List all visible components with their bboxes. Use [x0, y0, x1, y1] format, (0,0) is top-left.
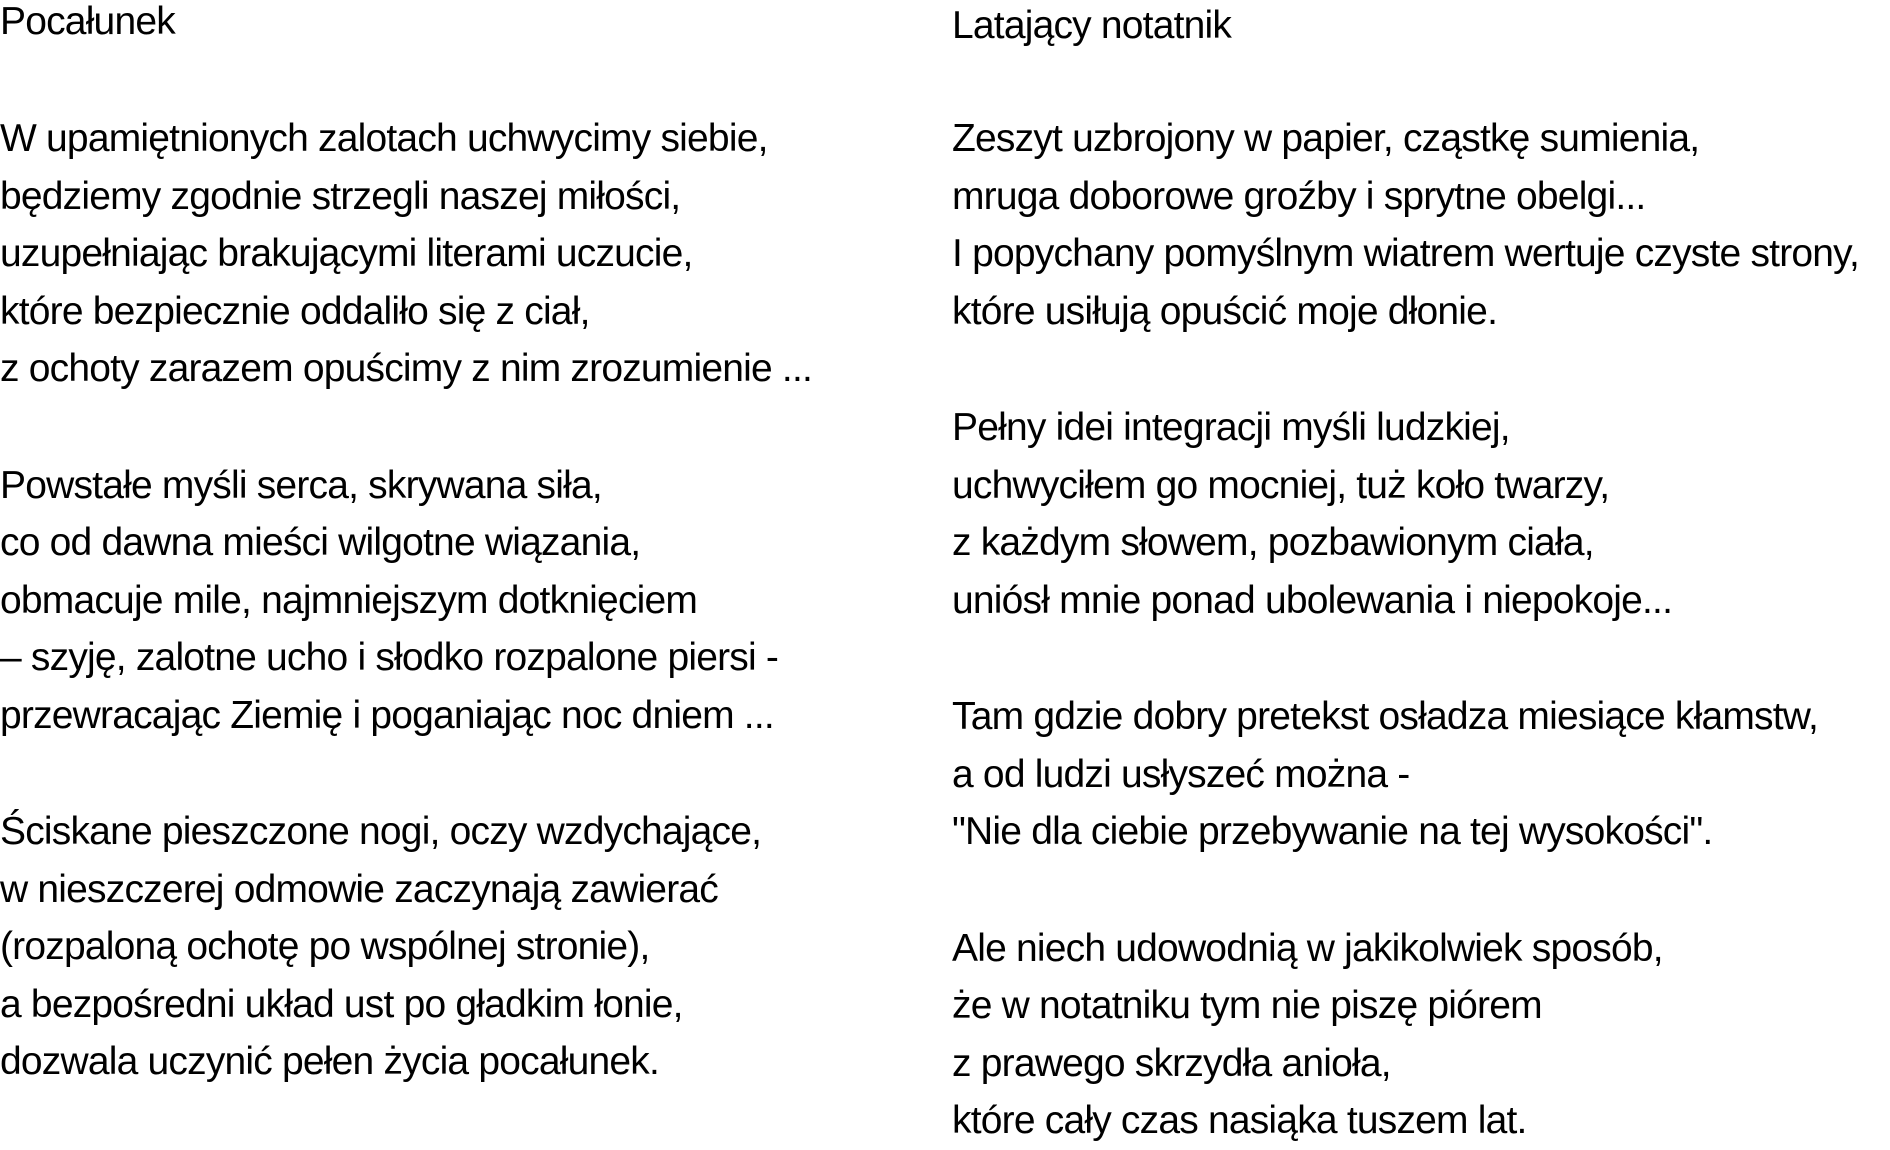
poem-title: Latający notatnik — [952, 4, 1232, 47]
poem-line: w nieszczerej odmowie zaczynają zawierać — [0, 867, 718, 911]
poem-line: co od dawna mieści wilgotne wiązania, — [0, 521, 641, 564]
poem-line: a bezpośredni układ ust po gładkim łonie, — [0, 982, 683, 1026]
stanza — [0, 457, 930, 745]
poem-line: mruga doborowe groźby i sprytne obelgi... — [952, 174, 1646, 218]
poem-line: "Nie dla ciebie przebywanie na tej wysokości". — [952, 810, 1713, 853]
stanza — [952, 110, 1890, 340]
poem-pocalunek — [0, 0, 930, 1091]
poem-line: Pełny idei integracji myśli ludzkiej, — [952, 406, 1510, 449]
poem-line: że w notatniku tym nie piszę piórem — [952, 984, 1542, 1027]
stanza — [0, 110, 930, 398]
poem-line: obmacuje mile, najmniejszym dotknięciem — [0, 578, 698, 622]
poem-line: uzupełniając brakującymi literami uczucie, — [0, 232, 693, 275]
poem-line: W upamiętnionych zalotach uchwycimy siebie, — [0, 117, 768, 160]
poem-line: które usiłują opuścić moje dłonie. — [952, 289, 1498, 333]
poem-line: dozwala uczynić pełen życia pocałunek. — [0, 1040, 659, 1083]
poem-line: uchwyciłem go mocniej, tuż koło twarzy, — [952, 463, 1610, 507]
poem-line: które cały czas nasiąka tuszem lat. — [952, 1099, 1527, 1142]
poem-line: będziemy zgodnie strzegli naszej miłości, — [0, 174, 681, 218]
poem-line: z każdym słowem, pozbawionym ciała, — [952, 521, 1594, 564]
poem-line: (rozpaloną ochotę po wspólnej stronie), — [0, 925, 650, 968]
stanza — [952, 688, 1890, 861]
poem-line: Ściskane pieszczone nogi, oczy wzdychające, — [0, 810, 762, 853]
poem-line: przewracając Ziemię i poganiając noc dniem ... — [0, 693, 774, 737]
stanza — [0, 803, 930, 1091]
poem-line: Zeszyt uzbrojony w papier, cząstkę sumienia, — [952, 117, 1700, 160]
poem-line: Tam gdzie dobry pretekst osładza miesiące kłamstw, — [952, 695, 1819, 738]
poem-line: Ale niech udowodnią w jakikolwiek sposób, — [952, 926, 1663, 970]
poem-line: które bezpiecznie oddaliło się z ciał, — [0, 289, 590, 333]
poem-line: a od ludzi usłyszeć można - — [952, 752, 1410, 796]
poem-title: Pocałunek — [0, 0, 175, 43]
stanza — [952, 399, 1890, 629]
poem-line: z prawego skrzydła anioła, — [952, 1041, 1391, 1085]
poem-line: I popychany pomyślnym wiatrem wertuje czyste strony, — [952, 232, 1860, 275]
poem-latajacy-notatnik — [952, 0, 1890, 1150]
poem-line: uniósł mnie ponad ubolewania i niepokoje... — [952, 578, 1673, 622]
poem-line: Powstałe myśli serca, skrywana siła, — [0, 463, 602, 507]
poem-line: – szyję, zalotne ucho i słodko rozpalone piersi - — [0, 636, 779, 679]
stanza — [952, 920, 1890, 1150]
poem-line: z ochoty zarazem opuścimy z nim zrozumienie ... — [0, 347, 813, 390]
